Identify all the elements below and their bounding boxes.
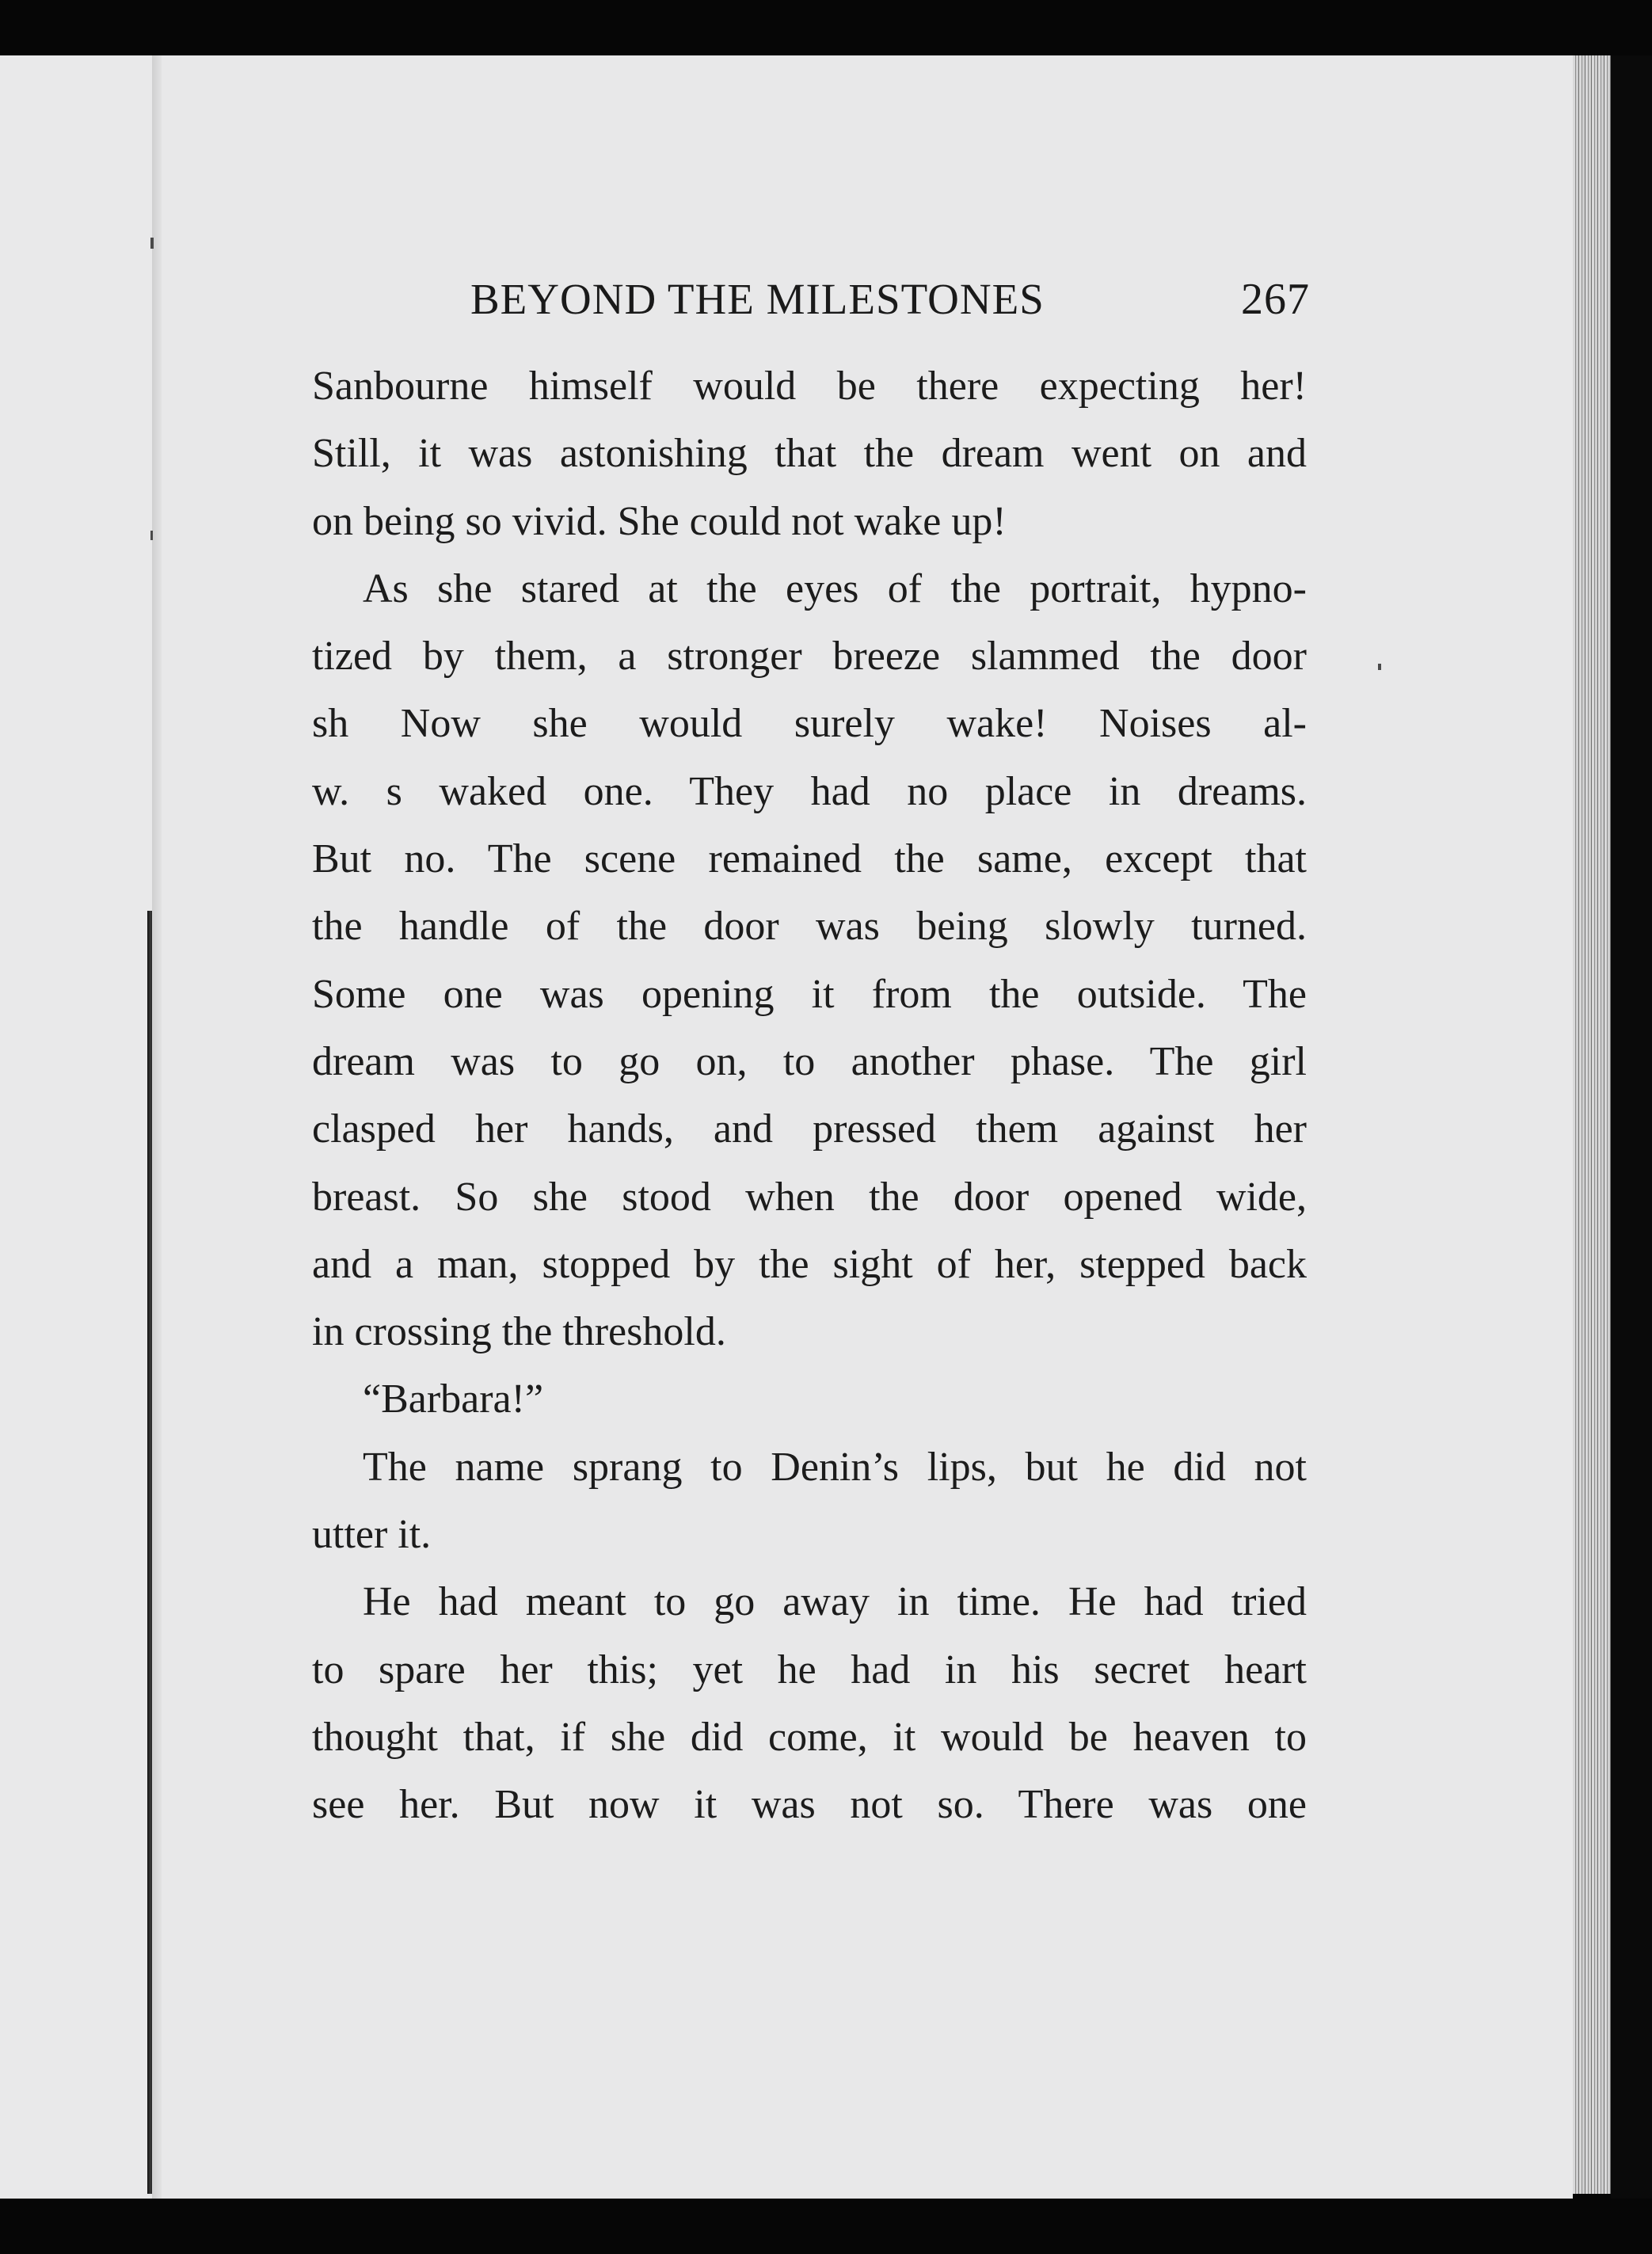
text-line: dream was to go on, to another phase. The girl (312, 1038, 1307, 1084)
scan-border (1611, 55, 1652, 2199)
scan-speck (150, 531, 153, 540)
text-line: As she stared at the eyes of the portrait, hypno- (363, 565, 1307, 611)
text-line: “Barbara!” (363, 1376, 544, 1422)
text-line: Still, it was astonishing that the dream went on and (312, 431, 1307, 477)
text-line: and a man, stopped by the sight of her, stepped back (312, 1241, 1307, 1287)
text-line: to spare her this; yet he had in his secret heart (312, 1647, 1307, 1692)
text-line: breast. So she stood when the door opened wide, (312, 1174, 1307, 1220)
page-fore-edge (1573, 55, 1611, 2194)
text-line: the handle of the door was being slowly turned. (312, 904, 1307, 950)
text-line: The name sprang to Denin’s lips, but he did not (363, 1444, 1307, 1490)
body-text (312, 352, 1307, 1839)
running-head-title: BEYOND THE MILESTONES (470, 275, 1045, 323)
text-line: But no. The scene remained the same, except that (312, 836, 1307, 882)
text-line: sh Now she would surely wake! Noises al- (312, 701, 1307, 747)
text-line: utter it. (312, 1512, 432, 1558)
text-line: see her. But now it was not so. There was one (312, 1782, 1307, 1828)
text-line: in crossing the threshold. (312, 1309, 726, 1355)
text-line: Sanbourne himself would be there expecting her! (312, 364, 1307, 409)
text-line: He had meant to go away in time. He had tried (363, 1579, 1307, 1625)
scan-speck (150, 238, 154, 249)
running-head (470, 274, 1310, 325)
gutter (152, 55, 162, 2199)
page-number: 267 (1241, 275, 1310, 324)
text-line: clasped her hands, and pressed them against her (312, 1106, 1307, 1152)
text-line: thought that, if she did come, it would be heaven to (312, 1714, 1307, 1760)
scan-speck (1378, 664, 1381, 670)
text-line: w. s waked one. They had no place in dreams. (312, 768, 1307, 814)
text-line: on being so vivid. She could not wake up! (312, 498, 1007, 544)
text-line: tized by them, a stronger breeze slammed the door (312, 634, 1307, 680)
facing-page-edge (0, 55, 152, 2199)
text-line: Some one was opening it from the outside. The (312, 971, 1307, 1017)
